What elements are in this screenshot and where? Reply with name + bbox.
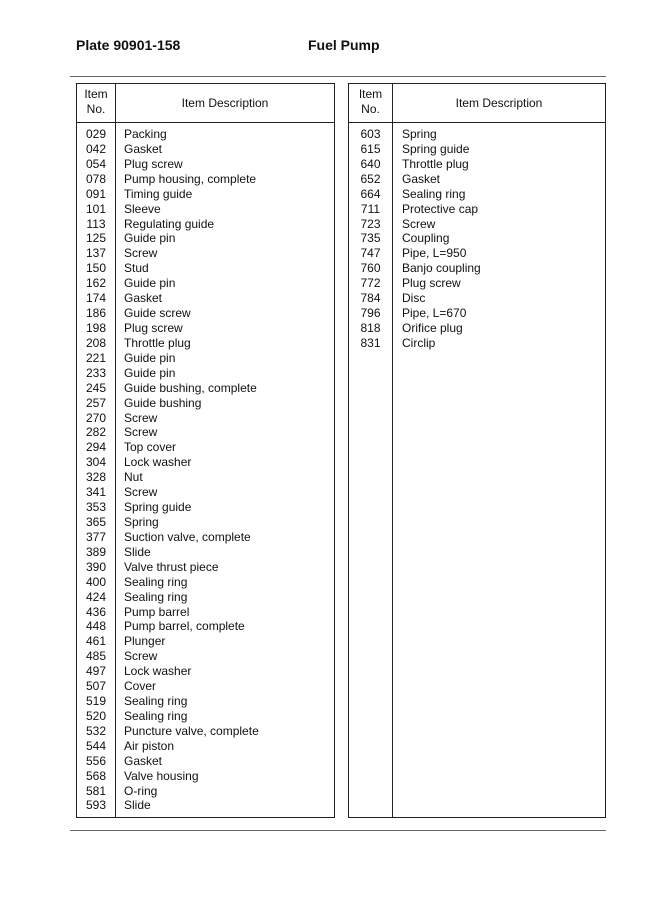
item-number: 365 [85,514,107,529]
table-row [77,455,334,470]
item-number: 208 [85,335,107,350]
item-number: 101 [85,201,107,216]
top-divider [70,76,606,77]
item-description: Circlip [402,335,436,350]
item-number: 054 [85,156,107,171]
item-description: Screw [402,216,436,231]
item-number: 328 [85,470,107,485]
table-row [77,142,334,157]
item-number: 664 [360,186,381,201]
table-header [349,84,605,123]
table-row [349,157,605,172]
item-number: 519 [85,694,107,709]
table-row [77,664,334,679]
item-number: 186 [85,306,107,321]
item-description: Gasket [402,171,441,186]
table-row [77,127,334,142]
item-description: Screw [124,246,158,261]
item-number: 796 [360,306,381,321]
item-number: 735 [360,231,381,246]
item-description: Sealing ring [124,574,188,589]
table-row [349,202,605,217]
table-row [77,411,334,426]
item-number: 497 [85,664,107,679]
table-row [77,769,334,784]
item-number: 544 [85,738,107,753]
page-title: Fuel Pump [308,37,380,53]
table-row [77,709,334,724]
item-number: 377 [85,529,107,544]
table-row [77,798,334,813]
item-description: Pipe, L=950 [402,246,467,261]
item-description: Guide pin [124,231,176,246]
item-description: Plug screw [124,320,183,335]
item-number: 485 [85,649,107,664]
item-number: 174 [85,291,107,306]
table-row [77,187,334,202]
item-description: Spring guide [124,500,192,515]
item-description: Screw [124,425,158,440]
table-rows [77,127,334,813]
item-description: Plug screw [124,156,183,171]
item-number: 162 [85,276,107,291]
item-number: 353 [85,500,107,515]
table-row [77,724,334,739]
table-row [77,202,334,217]
item-number: 042 [85,141,107,156]
item-number: 723 [360,216,381,231]
item-number: 245 [85,380,107,395]
item-number: 294 [85,440,107,455]
item-number: 568 [85,768,107,783]
table-row [77,575,334,590]
item-description: Gasket [124,141,163,156]
item-description: Top cover [124,440,177,455]
item-description: Spring [402,127,437,141]
item-description: Pump housing, complete [124,171,257,186]
item-description: Plug screw [402,276,461,291]
table-row [77,605,334,620]
item-number: 125 [85,231,107,246]
item-no-header [349,87,392,117]
item-number: 760 [360,261,381,276]
item-description-header: Item Description [181,96,269,110]
item-number: 341 [85,485,107,500]
table-row [77,560,334,575]
table-row [349,291,605,306]
item-description: Nut [124,470,143,485]
table-row [77,396,334,411]
item-description: Guide bushing [124,395,202,410]
item-number: 520 [85,708,107,723]
table-row [77,291,334,306]
item-description: Banjo coupling [402,261,481,276]
item-number: 436 [85,604,107,619]
item-description: Pipe, L=670 [402,306,467,321]
item-number: 389 [85,544,107,559]
item-no-header-line2: No. [86,102,106,116]
item-description: Guide pin [124,365,176,380]
item-description: Spring [124,514,159,529]
item-description: Lock washer [124,664,192,679]
item-description: Suction valve, complete [124,529,251,544]
item-description: Pump barrel [124,604,190,619]
item-description: Pump barrel, complete [124,619,245,634]
table-row [77,351,334,366]
item-number: 831 [360,335,381,350]
item-description: Lock washer [124,455,192,470]
item-description: Cover [124,679,157,694]
item-number: 270 [85,410,107,425]
table-row [349,127,605,142]
item-description: Screw [124,410,158,425]
item-description: Valve housing [124,768,199,783]
bottom-divider [70,830,606,831]
table-row [77,172,334,187]
item-description-header: Item Description [455,96,543,110]
item-description: Guide pin [124,350,176,365]
item-description: Packing [124,127,167,141]
item-number: 593 [85,798,107,813]
table-row [349,306,605,321]
item-description: Guide bushing, complete [124,380,257,395]
item-number: 400 [85,574,107,589]
table-row [77,485,334,500]
item-description: Sleeve [124,201,161,216]
item-number: 029 [85,127,107,141]
item-no-header-line1: Item [84,87,108,101]
parts-table-right [348,83,606,818]
item-description: Throttle plug [402,156,469,171]
item-description: Throttle plug [124,335,191,350]
table-row [349,276,605,291]
item-number: 784 [360,291,381,306]
item-description: Sealing ring [402,186,466,201]
item-number: 424 [85,589,107,604]
item-description: Disc [402,291,426,306]
table-row [77,649,334,664]
item-no-header-line2: No. [361,102,380,116]
item-number: 603 [360,127,381,141]
table-row [77,739,334,754]
table-row [77,306,334,321]
item-number: 091 [85,186,107,201]
item-description: Orifice plug [402,320,463,335]
table-row [77,545,334,560]
item-number: 615 [360,141,381,156]
item-description: Timing guide [124,186,193,201]
table-row [77,157,334,172]
table-row [77,321,334,336]
table-row [77,276,334,291]
table-row [77,754,334,769]
table-row [77,246,334,261]
item-number: 304 [85,455,107,470]
item-description: Air piston [124,738,175,753]
item-number: 652 [360,171,381,186]
table-row [77,261,334,276]
table-row [349,336,605,351]
item-number: 581 [85,783,107,798]
table-row [349,246,605,261]
item-description: Gasket [124,753,163,768]
item-description: Gasket [124,291,163,306]
item-description: Stud [124,261,149,276]
table-row [349,172,605,187]
parts-table-left [76,83,335,818]
item-description: Protective cap [402,201,479,216]
table-row [349,187,605,202]
table-row [77,500,334,515]
item-number: 818 [360,320,381,335]
table-rows [349,127,605,351]
item-number: 390 [85,559,107,574]
item-description: Sealing ring [124,589,188,604]
table-row [77,619,334,634]
table-row [77,470,334,485]
item-number: 747 [360,246,381,261]
item-number: 640 [360,156,381,171]
item-description: Valve thrust piece [124,559,219,574]
item-description: Guide pin [124,276,176,291]
item-number: 532 [85,723,107,738]
table-row [77,425,334,440]
table-row [77,694,334,709]
table-row [77,381,334,396]
table-row [349,142,605,157]
item-description: Spring guide [402,141,470,156]
table-row [77,515,334,530]
table-row [77,634,334,649]
table-row [77,366,334,381]
item-number: 137 [85,246,107,261]
item-no-header-line1: Item [358,87,383,101]
item-number: 221 [85,350,107,365]
item-description: Sealing ring [124,708,188,723]
table-row [77,530,334,545]
item-number: 772 [360,276,381,291]
table-row [77,784,334,799]
item-description: Slide [124,544,151,559]
table-row [77,590,334,605]
item-number: 448 [85,619,107,634]
item-no-header [77,87,115,117]
item-description: Screw [124,485,158,500]
item-number: 461 [85,634,107,649]
table-row [77,217,334,232]
item-number: 113 [86,216,106,231]
item-description: O-ring [124,783,158,798]
item-description: Coupling [402,231,450,246]
item-number: 711 [360,201,381,216]
table-row [77,440,334,455]
table-row [77,231,334,246]
plate-number: Plate 90901-158 [76,37,181,53]
item-number: 078 [85,171,107,186]
table-row [349,261,605,276]
item-description: Screw [124,649,158,664]
table-row [77,336,334,351]
item-number: 257 [85,395,107,410]
table-row [349,217,605,232]
item-number: 507 [85,679,107,694]
item-number: 233 [85,365,107,380]
table-row [77,679,334,694]
item-description: Sealing ring [124,694,188,709]
table-row [349,231,605,246]
item-number: 198 [85,320,107,335]
item-number: 282 [85,425,107,440]
item-description: Plunger [124,634,166,649]
table-row [349,321,605,336]
item-number: 556 [85,753,107,768]
item-number: 150 [85,261,107,276]
item-description: Regulating guide [124,216,215,231]
item-description: Guide screw [124,306,191,321]
item-description: Slide [124,798,151,813]
item-description: Puncture valve, complete [124,723,259,738]
